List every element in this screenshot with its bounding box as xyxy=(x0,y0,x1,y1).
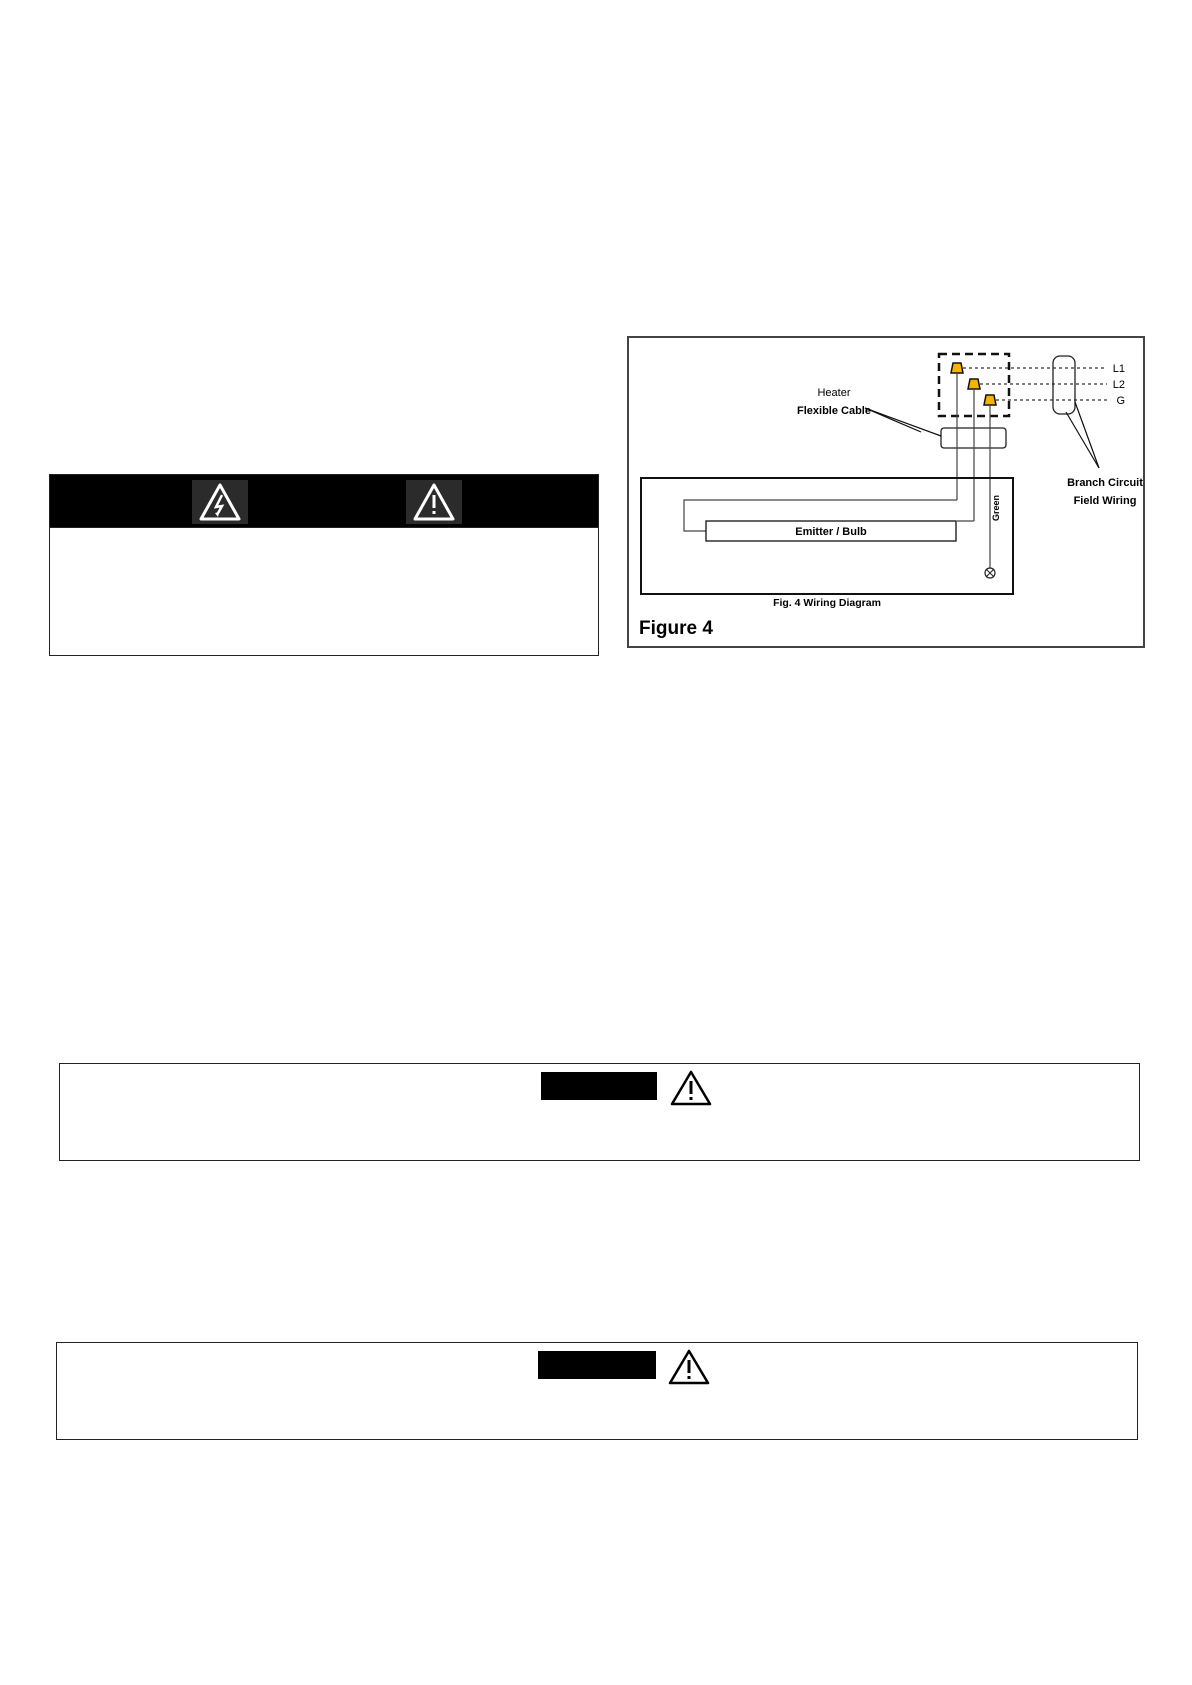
electric-shock-hazard-icon xyxy=(192,480,248,524)
wire-connector-g xyxy=(984,395,996,405)
warning-body xyxy=(50,527,598,655)
wiring-diagram xyxy=(629,338,1143,646)
branch-circuit-label: Branch Circuit xyxy=(1067,477,1143,489)
caution-box-1 xyxy=(59,1063,1140,1161)
warning-triangle-icon xyxy=(667,1348,711,1391)
figure-label: Figure 4 xyxy=(639,618,713,639)
figure-caption: Fig. 4 Wiring Diagram xyxy=(773,597,881,609)
flexible-cable-label: Flexible Cable xyxy=(797,405,871,417)
l2-label: L2 xyxy=(1112,379,1125,391)
warning-box xyxy=(49,474,599,656)
wire-connector-l2 xyxy=(968,379,980,389)
caution-badge xyxy=(541,1072,657,1100)
caution-badge xyxy=(538,1351,656,1379)
caution-box-2 xyxy=(56,1342,1138,1440)
wire-connector-l1 xyxy=(951,363,963,373)
green-wire-label: Green xyxy=(991,494,1001,522)
branch-cable xyxy=(1053,356,1075,414)
g-label: G xyxy=(1116,395,1125,407)
warning-triangle-icon xyxy=(406,480,462,524)
warning-triangle-icon xyxy=(669,1069,713,1112)
emitter-label: Emitter / Bulb xyxy=(795,526,867,538)
field-wiring-label: Field Wiring xyxy=(1073,495,1137,507)
l1-label: L1 xyxy=(1112,363,1125,375)
wiring-diagram-figure xyxy=(627,336,1145,648)
warning-header xyxy=(50,475,598,527)
heater-label: Heater xyxy=(817,387,851,399)
